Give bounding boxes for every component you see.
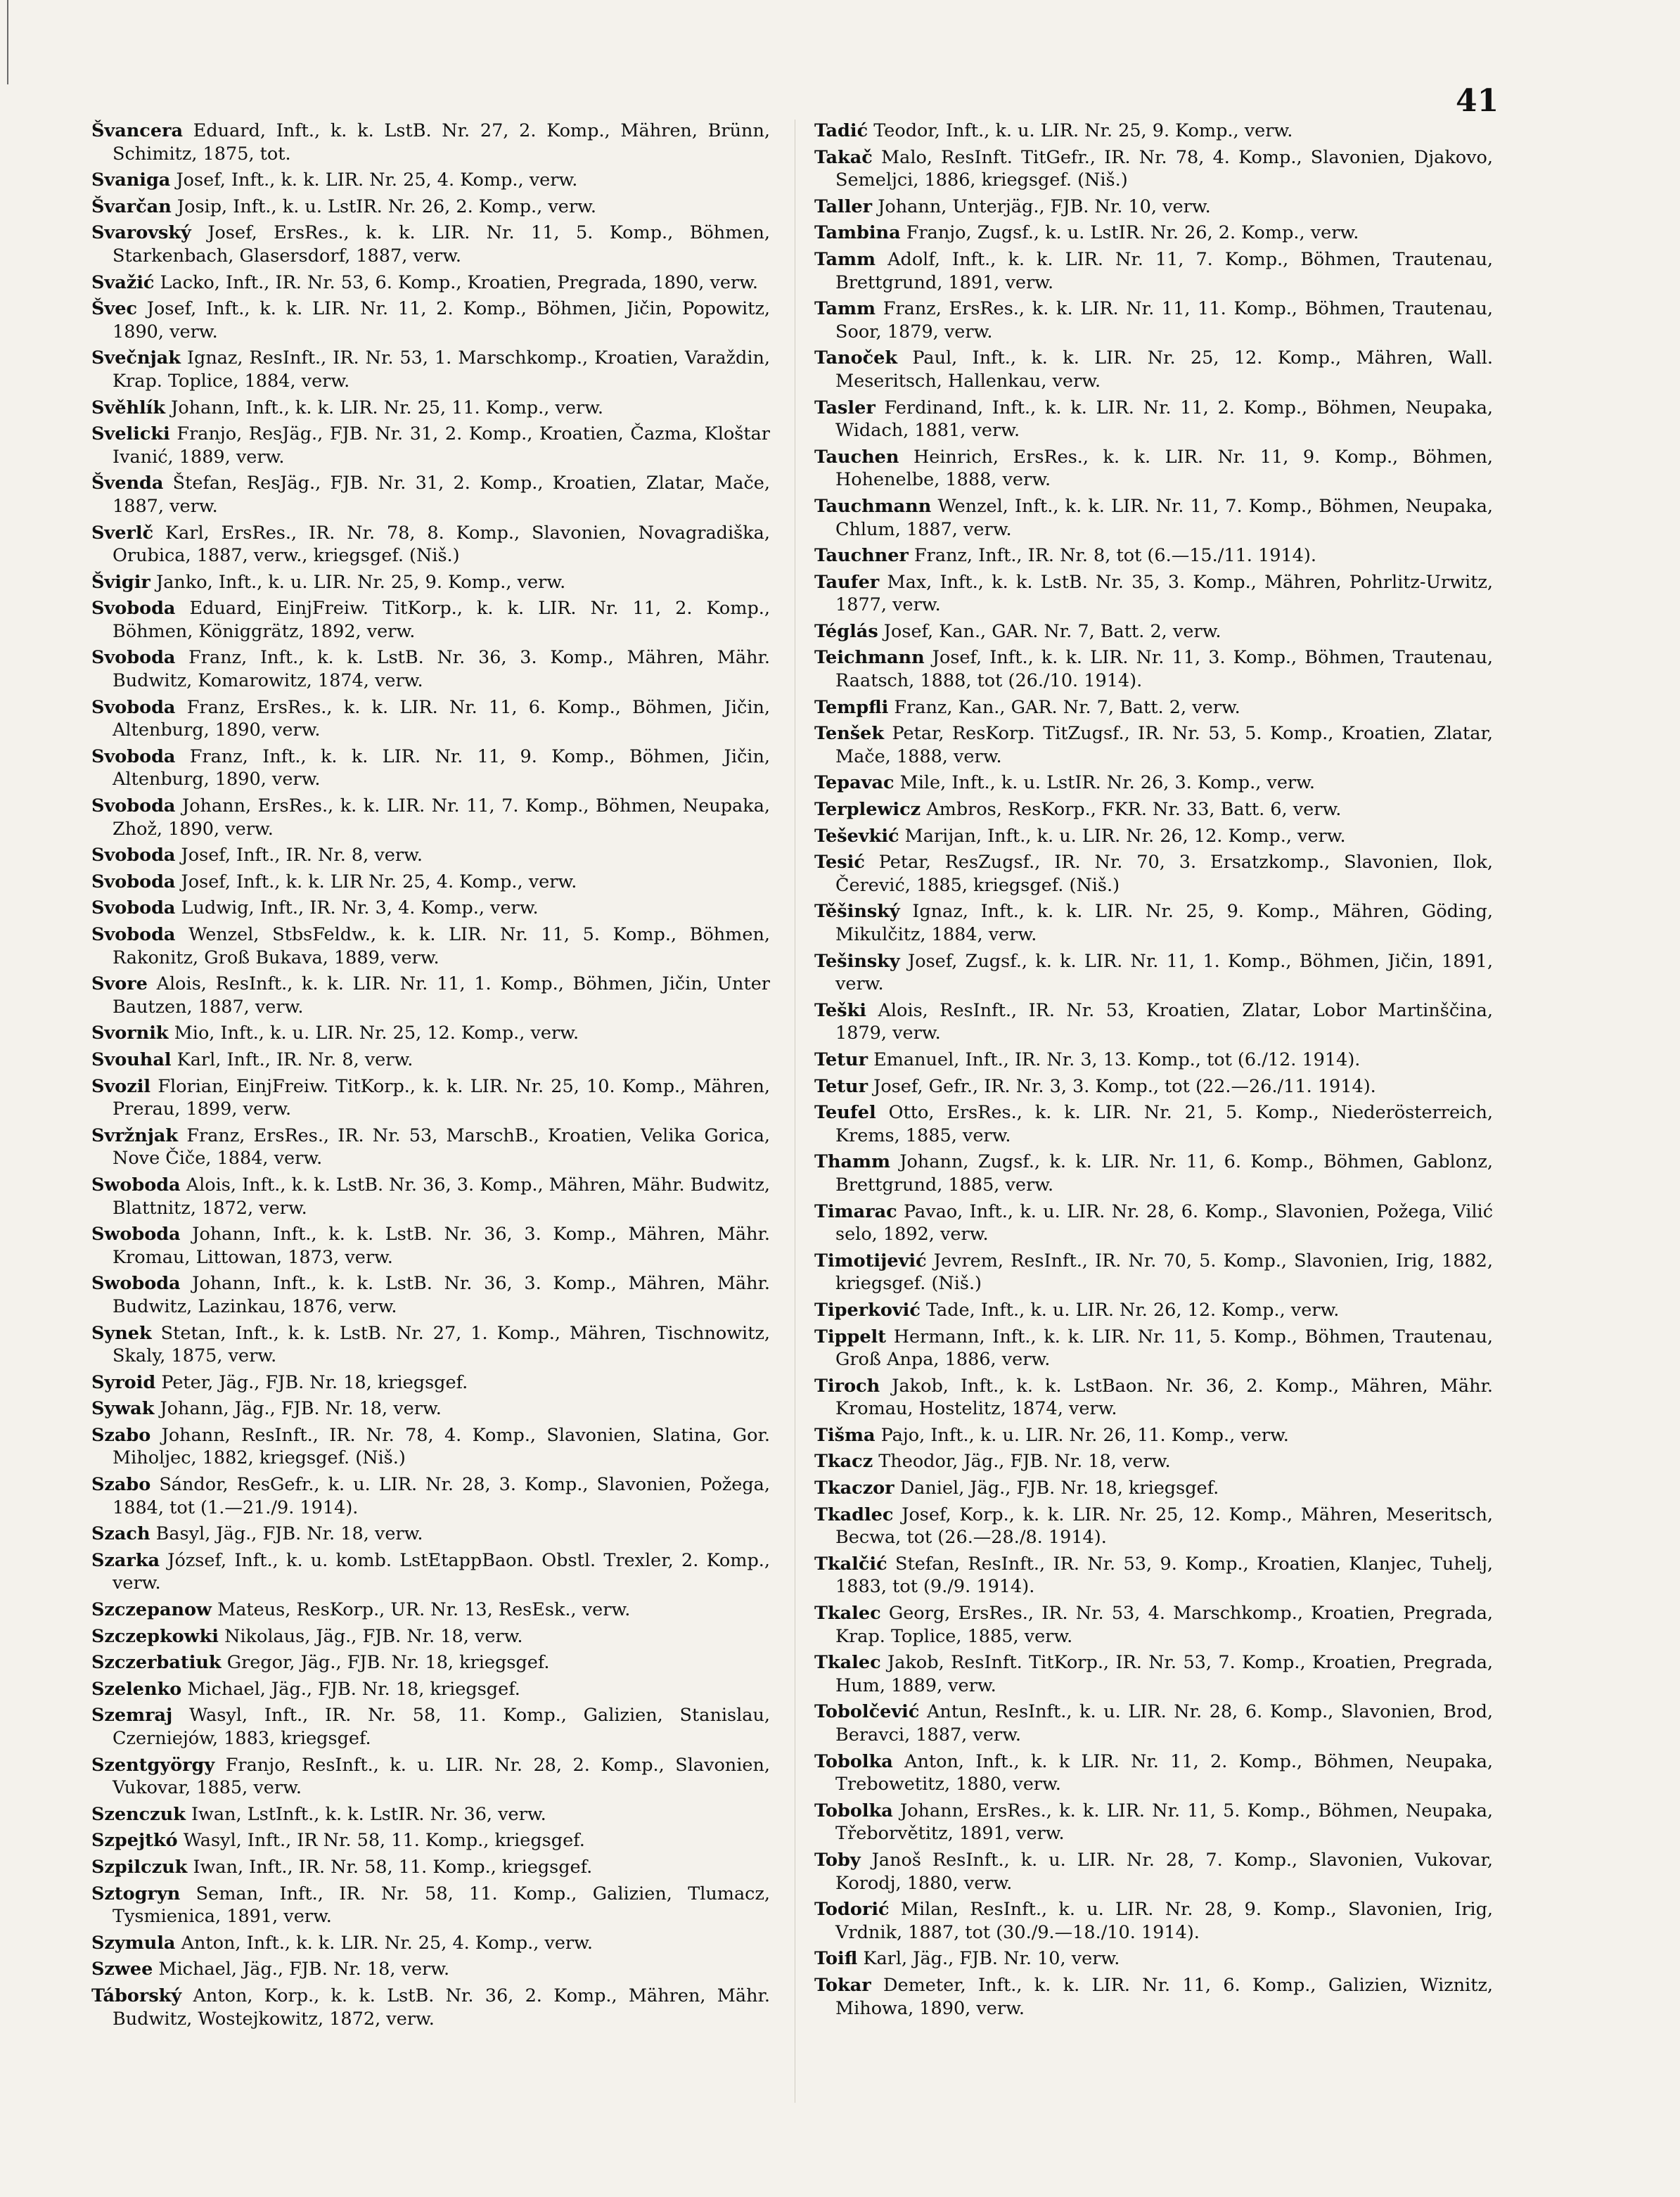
entry-details: Anton, Inft., k. k LIR. Nr. 11, 2. Komp., Böhmen, Neupaka, Trebowetitz, 1880, verw. — [835, 1750, 1493, 1795]
entry-details: Anton, Korp., k. k. LstB. Nr. 36, 2. Komp., Mähren, Mähr. Budwitz, Wostejkowitz, 1872, verw. — [113, 1985, 771, 2030]
roster-entry — [814, 1700, 1493, 1746]
entry-surname: Svoboda — [91, 647, 176, 669]
roster-entry — [91, 1272, 770, 1318]
entry-surname: Svelicki — [91, 423, 170, 445]
entry-details: Mateus, ResKorp., UR. Nr. 13, ResEsk., verw. — [217, 1599, 631, 1621]
roster-entry — [91, 871, 770, 894]
roster-entry — [814, 1602, 1493, 1648]
entry-details: Peter, Jäg., FJB. Nr. 18, kriegsgef. — [161, 1371, 468, 1393]
entry-surname: Szemraj — [91, 1705, 173, 1727]
entry-details: Antun, ResInft., k. u. LIR. Nr. 28, 6. Komp., Slavonien, Brod, Beravci, 1887, verw. — [835, 1701, 1493, 1746]
entry-details: Franz, Inft., IR. Nr. 8, tot (6.—15./11. 1914). — [913, 545, 1316, 567]
entry-surname: Teichmann — [814, 647, 925, 669]
roster-entry — [814, 620, 1493, 643]
roster-entry — [814, 798, 1493, 821]
entry-surname: Tkaczor — [814, 1478, 894, 1499]
roster-entry — [814, 1326, 1493, 1371]
entry-details: Franjo, ResInft., k. u. LIR. Nr. 28, 2. Komp., Slavonien, Vukovar, 1885, verw. — [113, 1754, 771, 1799]
entry-details: Milan, ResInft., k. u. LIR. Nr. 28, 9. Komp., Slavonien, Irig, Vrdnik, 1887, tot (30./9.—18./10. 1914). — [835, 1899, 1493, 1943]
entry-surname: Tamm — [814, 248, 876, 270]
roster-entry — [91, 1075, 770, 1121]
entry-surname: Svečnjak — [91, 347, 181, 369]
roster-entry — [814, 544, 1493, 568]
roster-entry — [91, 795, 770, 840]
entry-details: Josef, Inft., k. k. LIR Nr. 25, 4. Komp., verw. — [181, 871, 577, 892]
roster-entry — [91, 1424, 770, 1470]
entry-surname: Tkalec — [814, 1652, 881, 1674]
roster-entry — [814, 1151, 1493, 1196]
entry-details: Josef, Inft., k. k. LIR. Nr. 11, 2. Komp., Böhmen, Jičin, Popowitz, 1890, verw. — [113, 298, 770, 342]
entry-surname: Teški — [814, 999, 866, 1021]
entry-details: Stetan, Inft., k. k. LstB. Nr. 27, 1. Komp., Mähren, Tischnowitz, Skaly, 1875, verw. — [113, 1322, 770, 1367]
roster-entry — [91, 745, 770, 791]
entry-surname: Svoboda — [91, 696, 176, 718]
entry-details: Johann, Inft., k. k. LstB. Nr. 36, 3. Komp., Mähren, Mähr. Kromau, Littowan, 1873, verw. — [113, 1224, 771, 1268]
roster-entry — [91, 271, 770, 295]
roster-entry — [814, 1049, 1493, 1072]
roster-entry — [814, 1898, 1493, 1944]
entry-details: Petar, ResKorp. TitZugsf., IR. Nr. 53, 5. Komp., Kroatien, Zlatar, Mače, 1888, verw. — [835, 723, 1493, 767]
entry-details: Malo, ResInft. TitGefr., IR. Nr. 78, 4. Komp., Slavonien, Djakovo, Semeljci, 1886, kriegsgef. (Niš.) — [835, 146, 1494, 191]
entry-details: Josef, ErsRes., k. k. LIR. Nr. 11, 5. Komp., Böhmen, Starkenbach, Glasersdorf, 1887, verw. — [113, 222, 771, 267]
entry-surname: Tišma — [814, 1424, 876, 1446]
roster-entry — [814, 571, 1493, 617]
right-column — [814, 120, 1493, 2023]
roster-entry — [91, 1174, 770, 1219]
entry-details: Max, Inft., k. k. LstB. Nr. 35, 3. Komp., Mähren, Pohrlitz-Urwitz, 1877, verw. — [835, 571, 1493, 616]
entry-surname: Szenczuk — [91, 1803, 186, 1825]
entry-surname: Švancera — [91, 120, 184, 141]
entry-surname: Tippelt — [814, 1326, 887, 1347]
entry-details: Ignaz, ResInft., IR. Nr. 53, 1. Marschkomp., Kroatien, Varaždin, Krap. Toplice, 1884, verw. — [113, 347, 770, 392]
entry-details: Karl, ErsRes., IR. Nr. 78, 8. Komp., Slavonien, Novagradiška, Orubica, 1887, verw., kriegsgef. (Niš.) — [113, 522, 770, 567]
roster-entry — [91, 1125, 770, 1170]
entry-details: Alois, Inft., k. k. LstB. Nr. 36, 3. Komp., Mähren, Mähr. Budwitz, Blattnitz, 1872, verw. — [113, 1174, 770, 1219]
roster-entry — [814, 1075, 1493, 1098]
roster-entry — [91, 120, 770, 165]
entry-surname: Sztogryn — [91, 1883, 181, 1904]
entry-details: Josef, Inft., IR. Nr. 8, verw. — [181, 845, 423, 866]
roster-entry — [91, 1523, 770, 1546]
roster-entry — [814, 222, 1493, 245]
entry-surname: Szwee — [91, 1959, 153, 1980]
entry-surname: Svoboda — [91, 598, 176, 620]
entry-details: Wasyl, Inft., IR. Nr. 58, 11. Komp., Galizien, Stanislau, Czerniejów, 1883, kriegsgef. — [113, 1705, 771, 1749]
entry-details: Johann, Inft., k. k. LIR. Nr. 25, 11. Komp., verw. — [171, 397, 604, 418]
roster-entry — [91, 1473, 770, 1519]
entry-surname: Švec — [91, 298, 137, 320]
entry-details: Wasyl, Inft., IR Nr. 58, 11. Komp., kriegsgef. — [183, 1830, 585, 1852]
entry-details: Michael, Jäg., FJB. Nr. 18, kriegsgef. — [187, 1678, 520, 1700]
roster-entry — [814, 495, 1493, 541]
roster-entry — [814, 999, 1493, 1045]
entry-surname: Tauchner — [814, 545, 909, 567]
entry-details: Eduard, EinjFreiw. TitKorp., k. k. LIR. Nr. 11, 2. Komp., Böhmen, Königgrätz, 1892, verw. — [113, 598, 770, 642]
entry-surname: Timarac — [814, 1200, 897, 1222]
entry-details: Franjo, ResJäg., FJB. Nr. 31, 2. Komp., Kroatien, Čazma, Kloštar Ivanić, 1889, verw. — [113, 423, 770, 468]
entry-details: Johann, ErsRes., k. k. LIR. Nr. 11, 7. Komp., Böhmen, Neupaka, Zhož, 1890, verw. — [113, 795, 770, 840]
roster-entry — [91, 196, 770, 219]
roster-entry — [814, 696, 1493, 719]
entry-surname: Tasler — [814, 397, 876, 418]
entry-surname: Szach — [91, 1523, 150, 1545]
roster-entry — [91, 1022, 770, 1045]
roster-entry — [814, 900, 1493, 946]
roster-entry — [91, 222, 770, 267]
entry-details: Otto, ErsRes., k. k. LIR. Nr. 21, 5. Komp., Niederösterreich, Krems, 1885, verw. — [835, 1102, 1493, 1146]
roster-entry — [91, 1985, 770, 2030]
roster-entry — [91, 297, 770, 343]
entry-surname: Swoboda — [91, 1273, 181, 1295]
entry-surname: Tešinsky — [814, 950, 900, 972]
entry-surname: Tauchmann — [814, 495, 932, 517]
entry-details: Josip, Inft., k. u. LstIR. Nr. 26, 2. Komp., verw. — [177, 196, 596, 217]
entry-surname: Szarka — [91, 1549, 160, 1571]
entry-surname: Tkalčić — [814, 1553, 887, 1575]
entry-details: Demeter, Inft., k. k. LIR. Nr. 11, 6. Komp., Galizien, Wiznitz, Mihowa, 1890, verw. — [835, 1974, 1493, 2019]
roster-entry — [91, 1932, 770, 1955]
entry-details: Karl, Jäg., FJB. Nr. 10, verw. — [863, 1948, 1120, 1970]
entry-details: Johann, Jäg., FJB. Nr. 18, verw. — [160, 1398, 442, 1420]
entry-details: Paul, Inft., k. k. LIR. Nr. 25, 12. Komp., Mähren, Wall. Meseritsch, Hallenkau, verw. — [835, 347, 1493, 392]
roster-entry — [814, 347, 1493, 392]
roster-entry — [814, 1250, 1493, 1295]
entry-surname: Teševkić — [814, 825, 899, 847]
entry-details: Josef, Kan., GAR. Nr. 7, Batt. 2, verw. — [883, 620, 1221, 642]
roster-entry — [814, 1651, 1493, 1697]
roster-entry — [814, 1200, 1493, 1246]
roster-entry — [91, 1704, 770, 1750]
roster-entry — [814, 771, 1493, 795]
entry-surname: Taufer — [814, 571, 880, 593]
roster-entry — [814, 851, 1493, 897]
entry-surname: Tobolčević — [814, 1701, 920, 1723]
entry-surname: Sywak — [91, 1398, 155, 1420]
entry-surname: Tiperković — [814, 1299, 921, 1321]
entry-surname: Tamm — [814, 298, 876, 320]
entry-surname: Téglás — [814, 620, 878, 642]
entry-details: József, Inft., k. u. komb. LstEtappBaon. Obstl. Trexler, 2. Komp., verw. — [113, 1549, 770, 1594]
entry-details: Iwan, Inft., IR. Nr. 58, 11. Komp., kriegsgef. — [193, 1856, 593, 1878]
entry-details: Jakob, ResInft. TitKorp., IR. Nr. 53, 7. Komp., Kroatien, Pregrada, Hum, 1889, verw. — [835, 1652, 1494, 1696]
entry-details: Ferdinand, Inft., k. k. LIR. Nr. 11, 2. Komp., Böhmen, Neupaka, Widach, 1881, verw. — [835, 397, 1494, 442]
entry-surname: Thamm — [814, 1151, 891, 1173]
roster-entry — [91, 1883, 770, 1928]
entry-surname: Tempfli — [814, 696, 889, 718]
entry-details: Lacko, Inft., IR. Nr. 53, 6. Komp., Kroatien, Pregrada, 1890, verw. — [160, 271, 759, 293]
entry-surname: Svoboda — [91, 845, 176, 866]
entry-surname: Todorić — [814, 1899, 890, 1921]
roster-entry — [91, 597, 770, 643]
roster-entry — [91, 397, 770, 420]
entry-details: Johann, Zugsf., k. k. LIR. Nr. 11, 6. Komp., Böhmen, Gablonz, Brettgrund, 1885, verw. — [835, 1151, 1494, 1196]
entry-details: Teodor, Inft., k. u. LIR. Nr. 25, 9. Komp., verw. — [873, 120, 1293, 141]
entry-surname: Szabo — [91, 1424, 151, 1446]
roster-entry — [91, 1599, 770, 1622]
roster-entry — [814, 1477, 1493, 1500]
entry-details: Anton, Inft., k. k. LIR. Nr. 25, 4. Komp., verw. — [181, 1932, 594, 1954]
roster-entry — [814, 248, 1493, 294]
entry-details: Wenzel, StbsFeldw., k. k. LIR. Nr. 11, 5. Komp., Böhmen, Rakonitz, Groß Bukava, 1889, verw. — [113, 924, 770, 968]
entry-details: Franz, ErsRes., k. k. LIR. Nr. 11, 11. Komp., Böhmen, Trautenau, Soor, 1879, verw. — [835, 298, 1493, 342]
entry-surname: Svěhlík — [91, 397, 166, 418]
entry-surname: Švigir — [91, 571, 150, 593]
roster-entry — [814, 1849, 1493, 1895]
entry-details: Franjo, Zugsf., k. u. LstIR. Nr. 26, 2. Komp., verw. — [906, 222, 1359, 244]
entry-details: Johann, ErsRes., k. k. LIR. Nr. 11, 5. Komp., Böhmen, Neupaka, Třeborvětitz, 1891, verw. — [835, 1800, 1494, 1845]
roster-entry — [814, 1424, 1493, 1447]
entry-details: Eduard, Inft., k. k. LstB. Nr. 27, 2. Komp., Mähren, Brünn, Schimitz, 1875, tot. — [113, 120, 770, 165]
entry-surname: Toby — [814, 1849, 861, 1871]
entry-details: Iwan, LstInft., k. k. LstIR. Nr. 36, verw. — [191, 1803, 546, 1825]
entry-details: Emanuel, Inft., IR. Nr. 3, 13. Komp., tot (6./12. 1914). — [873, 1049, 1361, 1070]
roster-entry — [814, 1553, 1493, 1599]
page-number: 41 — [1456, 83, 1499, 119]
entry-details: Franz, Kan., GAR. Nr. 7, Batt. 2, verw. — [894, 696, 1240, 718]
entry-details: Sándor, ResGefr., k. u. LIR. Nr. 28, 3. Komp., Slavonien, Požega, 1884, tot (1.—21./9. 1914). — [113, 1474, 770, 1518]
entry-surname: Taller — [814, 196, 873, 217]
entry-details: Josef, Gefr., IR. Nr. 3, 3. Komp., tot (22.—26./11. 1914). — [873, 1075, 1376, 1097]
roster-entry — [91, 1651, 770, 1674]
roster-entry — [91, 1371, 770, 1395]
entry-details: Josef, Inft., k. k. LIR. Nr. 25, 4. Komp., verw. — [176, 169, 578, 191]
entry-details: Petar, ResZugsf., IR. Nr. 70, 3. Ersatzkomp., Slavonien, Ilok, Čerević, 1885, kriegsgef. (Niš.) — [835, 852, 1493, 896]
entry-surname: Szczepanow — [91, 1599, 212, 1621]
entry-surname: Szabo — [91, 1474, 151, 1496]
left-column — [91, 120, 770, 2034]
roster-entry — [91, 1856, 770, 1879]
entry-surname: Tesić — [814, 852, 865, 873]
entry-details: Heinrich, ErsRes., k. k. LIR. Nr. 11, 9. Komp., Böhmen, Hohenelbe, 1888, verw. — [835, 446, 1493, 491]
entry-details: Ambros, ResKorp., FKR. Nr. 33, Batt. 6, verw. — [926, 799, 1342, 821]
entry-details: Theodor, Jäg., FJB. Nr. 18, verw. — [878, 1451, 1171, 1473]
entry-surname: Syroid — [91, 1371, 156, 1393]
entry-details: Franz, Inft., k. k. LstB. Nr. 36, 3. Komp., Mähren, Mähr. Budwitz, Komarowitz, 1874, verw. — [113, 647, 771, 692]
entry-surname: Svoboda — [91, 924, 176, 945]
roster-entry — [814, 297, 1493, 343]
roster-entry — [91, 1223, 770, 1269]
entry-details: Adolf, Inft., k. k. LIR. Nr. 11, 7. Komp., Böhmen, Trautenau, Brettgrund, 1891, verw. — [835, 248, 1493, 293]
entry-surname: Tkadlec — [814, 1504, 894, 1525]
entry-surname: Tobolka — [814, 1750, 893, 1772]
entry-surname: Tauchen — [814, 446, 899, 468]
entry-surname: Tkalec — [814, 1603, 881, 1625]
entry-details: Tade, Inft., k. u. LIR. Nr. 26, 12. Komp., verw. — [925, 1299, 1340, 1321]
entry-details: Josef, Zugsf., k. k. LIR. Nr. 11, 1. Komp., Böhmen, Jičin, 1891, verw. — [835, 950, 1493, 995]
entry-surname: Timotijević — [814, 1250, 927, 1272]
entry-surname: Tambina — [814, 222, 901, 244]
entry-surname: Tokar — [814, 1974, 871, 1996]
entry-surname: Svore — [91, 973, 148, 995]
roster-entry — [814, 1375, 1493, 1421]
entry-surname: Svržnjak — [91, 1125, 179, 1146]
roster-entry — [91, 571, 770, 594]
roster-entry — [91, 169, 770, 192]
entry-surname: Toifl — [814, 1948, 858, 1970]
entry-details: Johann, ResInft., IR. Nr. 78, 4. Komp., Slavonien, Slatina, Gor. Miholjec, 1882, kriegsgef. (Niš.) — [113, 1424, 770, 1469]
roster-entry — [91, 844, 770, 867]
roster-entry — [91, 646, 770, 692]
entry-surname: Švenda — [91, 473, 164, 494]
entry-details: Franz, Inft., k. k. LIR. Nr. 11, 9. Komp., Böhmen, Jičin, Altenburg, 1890, verw. — [113, 745, 770, 790]
entry-surname: Szymula — [91, 1932, 176, 1954]
entry-details: Karl, Inft., IR. Nr. 8, verw. — [177, 1049, 413, 1070]
roster-entry — [814, 1101, 1493, 1147]
entry-details: Ignaz, Inft., k. k. LIR. Nr. 25, 9. Komp., Mähren, Göding, Mikulčitz, 1884, verw. — [835, 901, 1493, 945]
entry-surname: Szczepkowki — [91, 1625, 219, 1647]
entry-surname: Sverlč — [91, 522, 154, 544]
entry-surname: Tiroch — [814, 1375, 880, 1397]
roster-entry — [91, 1625, 770, 1648]
roster-entry — [91, 923, 770, 969]
entry-surname: Těšinský — [814, 901, 900, 923]
entry-details: Franz, ErsRes., k. k. LIR. Nr. 11, 6. Komp., Böhmen, Jičin, Altenburg, 1890, verw. — [113, 696, 771, 741]
entry-details: Johann, Unterjäg., FJB. Nr. 10, verw. — [878, 196, 1211, 217]
roster-entry — [814, 1504, 1493, 1549]
roster-entry — [814, 950, 1493, 996]
entry-surname: Švarčan — [91, 196, 172, 217]
roster-entry — [91, 1754, 770, 1800]
roster-entry — [814, 1750, 1493, 1796]
entry-surname: Tepavac — [814, 772, 894, 794]
entry-details: Gregor, Jäg., FJB. Nr. 18, kriegsgef. — [226, 1652, 550, 1674]
entry-surname: Swoboda — [91, 1224, 181, 1245]
entry-details: Mile, Inft., k. u. LstIR. Nr. 26, 3. Komp., verw. — [899, 772, 1316, 794]
entry-surname: Swoboda — [91, 1174, 181, 1196]
entry-surname: Svoboda — [91, 897, 176, 919]
roster-entry — [91, 1322, 770, 1368]
entry-details: Hermann, Inft., k. k. LIR. Nr. 11, 5. Komp., Böhmen, Trautenau, Groß Anpa, 1886, verw. — [835, 1326, 1493, 1371]
entry-surname: Terplewicz — [814, 799, 921, 821]
entry-surname: Tenšek — [814, 723, 885, 745]
roster-entry — [814, 1947, 1493, 1971]
entry-details: Daniel, Jäg., FJB. Nr. 18, kriegsgef. — [899, 1478, 1219, 1499]
entry-surname: Svouhal — [91, 1049, 172, 1070]
entry-details: Florian, EinjFreiw. TitKorp., k. k. LIR. Nr. 25, 10. Komp., Mähren, Prerau, 1899, verw. — [113, 1075, 770, 1120]
roster-entry — [91, 696, 770, 742]
entry-surname: Teufel — [814, 1102, 876, 1124]
roster-entry — [814, 825, 1493, 848]
entry-surname: Tkacz — [814, 1451, 873, 1473]
entry-details: Georg, ErsRes., IR. Nr. 53, 4. Marschkomp., Kroatien, Pregrada, Krap. Toplice, 1885, verw. — [835, 1603, 1494, 1647]
entry-surname: Svoboda — [91, 745, 176, 767]
roster-entry — [91, 347, 770, 392]
roster-entry — [91, 522, 770, 568]
roster-entry — [91, 423, 770, 468]
roster-entry — [814, 146, 1493, 192]
entry-details: Alois, ResInft., IR. Nr. 53, Kroatien, Zlatar, Lobor Martinščina, 1879, verw. — [835, 999, 1493, 1044]
entry-surname: Szpejtkó — [91, 1830, 178, 1852]
entry-details: Ludwig, Inft., IR. Nr. 3, 4. Komp., verw. — [181, 897, 539, 919]
entry-details: Pajo, Inft., k. u. LIR. Nr. 26, 11. Komp., verw. — [880, 1424, 1289, 1446]
entry-details: Josef, Korp., k. k. LIR. Nr. 25, 12. Komp., Mähren, Meseritsch, Becwa, tot (26.—28./8. 1914). — [835, 1504, 1493, 1549]
roster-entry — [91, 973, 770, 1018]
entry-surname: Svažić — [91, 271, 155, 293]
entry-details: Pavao, Inft., k. u. LIR. Nr. 28, 6. Komp., Slavonien, Požega, Vilić selo, 1892, verw. — [835, 1200, 1493, 1245]
entry-surname: Szentgyörgy — [91, 1754, 215, 1776]
entry-details: Johann, Inft., k. k. LstB. Nr. 36, 3. Komp., Mähren, Mähr. Budwitz, Lazinkau, 1876, verw. — [113, 1273, 771, 1317]
roster-entry — [91, 1397, 770, 1421]
entry-surname: Szczerbatiuk — [91, 1652, 222, 1674]
roster-entry — [814, 646, 1493, 692]
entry-details: Mio, Inft., k. u. LIR. Nr. 25, 12. Komp., verw. — [174, 1023, 579, 1044]
entry-details: Janoš ResInft., k. u. LIR. Nr. 28, 7. Komp., Slavonien, Vukovar, Korodj, 1880, verw. — [835, 1849, 1493, 1894]
roster-entry — [814, 120, 1493, 143]
roster-entry — [814, 446, 1493, 492]
entry-details: Nikolaus, Jäg., FJB. Nr. 18, verw. — [224, 1625, 523, 1647]
roster-entry — [91, 1829, 770, 1852]
roster-entry — [814, 1974, 1493, 2020]
roster-entry — [814, 397, 1493, 442]
entry-surname: Svoboda — [91, 795, 176, 817]
roster-entry — [814, 722, 1493, 768]
roster-entry — [91, 1549, 770, 1595]
entry-details: Michael, Jäg., FJB. Nr. 18, verw. — [158, 1959, 450, 1980]
roster-entry — [91, 1678, 770, 1701]
roster-entry — [91, 1049, 770, 1072]
roster-entry — [91, 1958, 770, 1981]
entry-surname: Tadić — [814, 120, 868, 141]
page-edge-mark — [7, 0, 8, 84]
roster-entry — [91, 1803, 770, 1826]
entry-surname: Svarovský — [91, 222, 191, 244]
entry-surname: Tetur — [814, 1075, 868, 1097]
entry-details: Basyl, Jäg., FJB. Nr. 18, verw. — [155, 1523, 423, 1545]
entry-surname: Tanoček — [814, 347, 898, 369]
entry-details: Wenzel, Inft., k. k. LIR. Nr. 11, 7. Komp., Böhmen, Neupaka, Chlum, 1887, verw. — [835, 495, 1494, 540]
entry-surname: Svornik — [91, 1023, 169, 1044]
roster-entry — [814, 1450, 1493, 1473]
entry-surname: Szelenko — [91, 1678, 182, 1700]
entry-surname: Svozil — [91, 1075, 151, 1097]
roster-entry — [814, 196, 1493, 219]
entry-details: Alois, ResInft., k. k. LIR. Nr. 11, 1. Komp., Böhmen, Jičin, Unter Bautzen, 1887, verw. — [113, 973, 770, 1018]
roster-entry — [91, 472, 770, 518]
entry-surname: Svaniga — [91, 169, 171, 191]
roster-entry — [814, 1800, 1493, 1845]
entry-surname: Svoboda — [91, 871, 176, 892]
entry-surname: Tetur — [814, 1049, 868, 1070]
entry-details: Štefan, ResJäg., FJB. Nr. 31, 2. Komp., Kroatien, Zlatar, Mače, 1887, verw. — [113, 473, 770, 517]
entry-surname: Synek — [91, 1322, 152, 1344]
entry-details: Janko, Inft., k. u. LIR. Nr. 25, 9. Komp., verw. — [155, 571, 566, 593]
entry-details: Marijan, Inft., k. u. LIR. Nr. 26, 12. Komp., verw. — [904, 825, 1346, 847]
entry-details: Seman, Inft., IR. Nr. 58, 11. Komp., Galizien, Tlumacz, Tysmienica, 1891, verw. — [113, 1883, 770, 1928]
roster-entry — [814, 1299, 1493, 1322]
entry-surname: Takač — [814, 146, 873, 168]
entry-details: Stefan, ResInft., IR. Nr. 53, 9. Komp., Kroatien, Klanjec, Tuhelj, 1883, tot (9./9. 1914). — [835, 1553, 1493, 1598]
entry-surname: Táborský — [91, 1985, 182, 2006]
entry-details: Jakob, Inft., k. k. LstBaon. Nr. 36, 2. Komp., Mähren, Mähr. Kromau, Hostelitz, 1874, verw. — [835, 1375, 1493, 1420]
entry-surname: Tobolka — [814, 1800, 893, 1821]
entry-details: Jevrem, ResInft., IR. Nr. 70, 5. Komp., Slavonien, Irig, 1882, kriegsgef. (Niš.) — [835, 1250, 1494, 1295]
roster-entry — [91, 897, 770, 920]
entry-details: Josef, Inft., k. k. LIR. Nr. 11, 3. Komp., Böhmen, Trautenau, Raatsch, 1888, tot (26./10. 1914). — [835, 647, 1493, 692]
entry-surname: Szpilczuk — [91, 1856, 188, 1878]
entry-details: Franz, ErsRes., IR. Nr. 53, MarschB., Kroatien, Velika Gorica, Nove Čiče, 1884, verw. — [113, 1125, 770, 1170]
